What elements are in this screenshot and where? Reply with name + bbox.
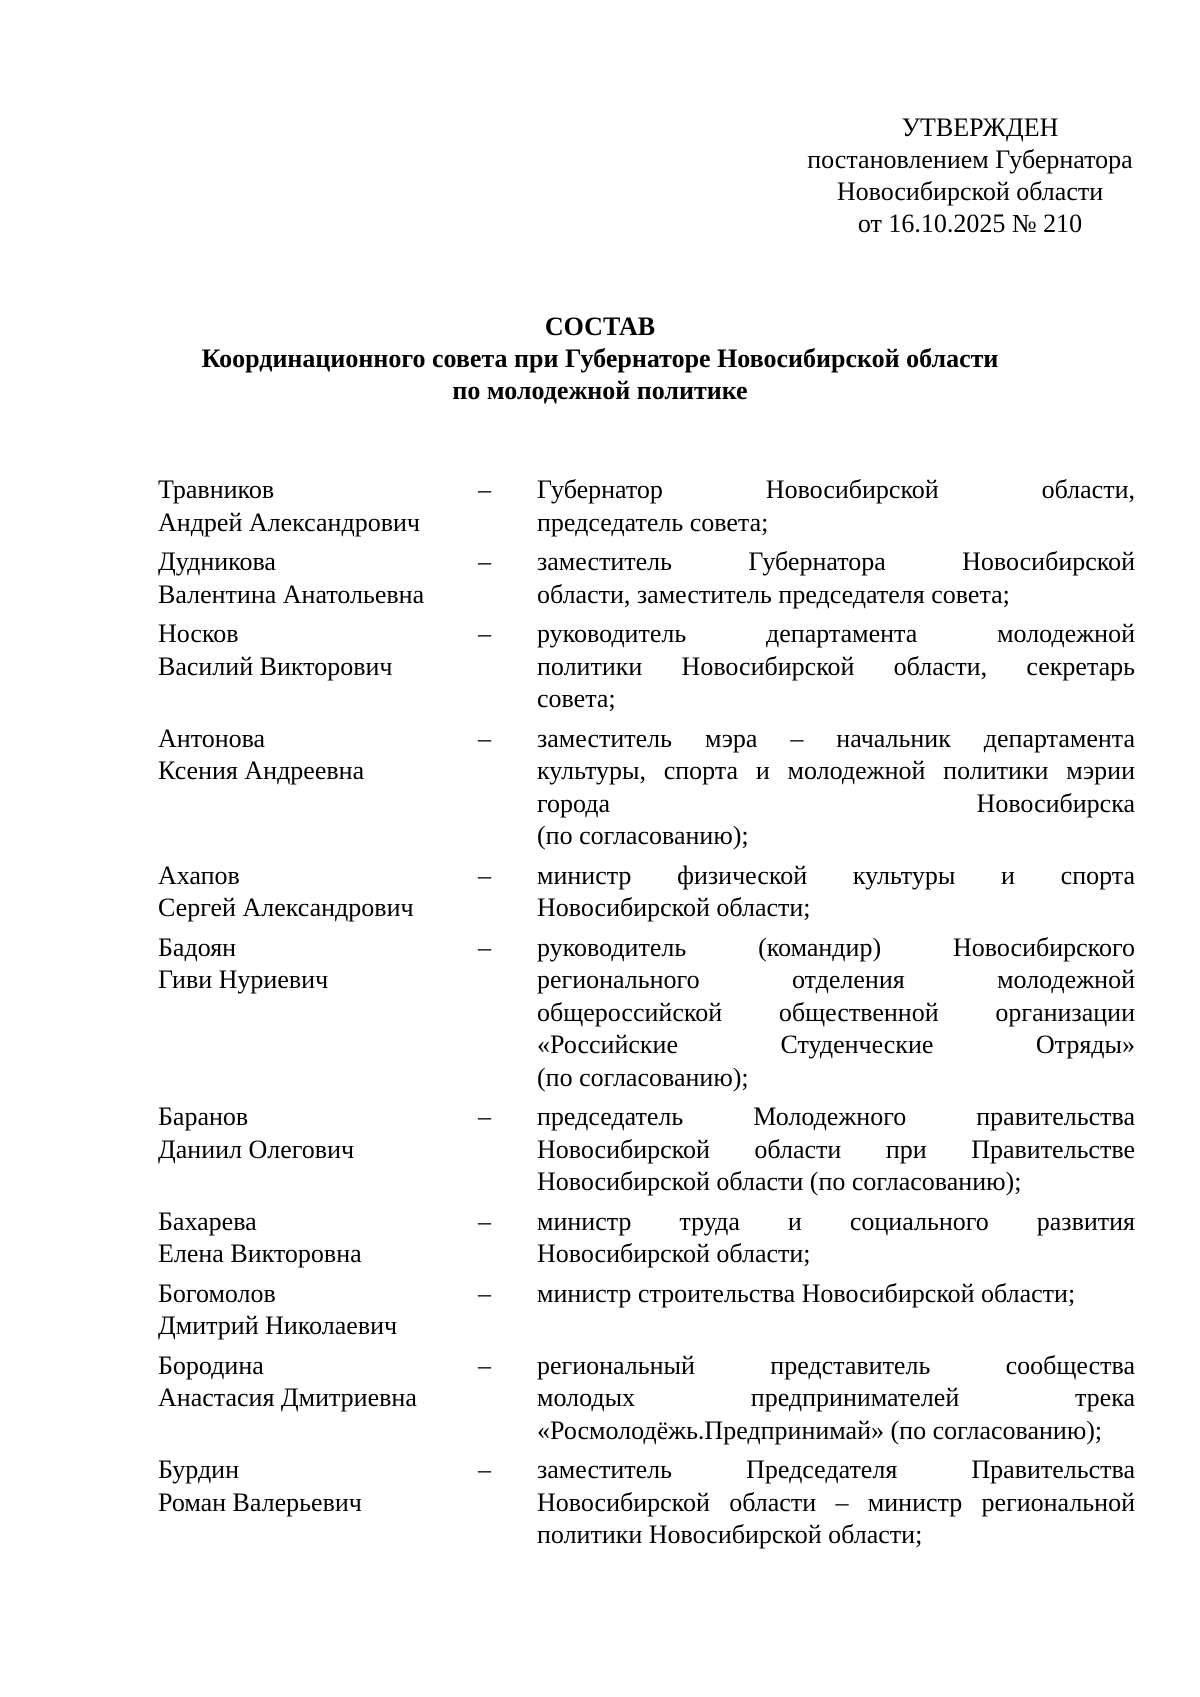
member-name xyxy=(158,546,478,611)
member-given-names: Роман Валерьевич xyxy=(158,1487,362,1517)
member-role xyxy=(537,474,1135,539)
member-row xyxy=(158,1101,1142,1199)
member-surname: Дудникова xyxy=(158,547,276,576)
member-name xyxy=(158,723,478,853)
member-given-names: Гиви Нуриевич xyxy=(158,965,329,994)
member-name xyxy=(158,1454,478,1552)
member-given-names: Анастасия Дмитриевна xyxy=(158,1383,417,1412)
member-dash: – xyxy=(478,547,491,576)
member-row xyxy=(158,618,1142,716)
member-dash: – xyxy=(478,1455,491,1484)
member-role-line: совета; xyxy=(537,684,616,713)
member-row xyxy=(158,723,1142,853)
member-role-line: министр труда и социального развития xyxy=(537,1206,1135,1236)
member-name xyxy=(158,474,478,539)
member-surname: Богомолов xyxy=(158,1278,276,1308)
member-role xyxy=(537,932,1135,1095)
member-given-names: Даниил Олегович xyxy=(158,1134,355,1164)
member-role-line: Новосибирской области – министр региональной xyxy=(537,1487,1135,1517)
member-surname: Носков xyxy=(158,619,239,648)
member-given-names: Андрей Александрович xyxy=(158,507,420,537)
document-title xyxy=(0,311,1200,407)
member-role-line: «Росмолодёжь.Предпринимай» (по согласованию); xyxy=(537,1415,1103,1445)
member-role-line: культуры, спорта и молодежной политики мэрии xyxy=(537,756,1135,785)
member-role-line: политики Новосибирской области, секретарь xyxy=(537,651,1135,681)
member-role xyxy=(537,546,1135,611)
member-given-names: Сергей Александрович xyxy=(158,893,414,922)
member-row xyxy=(158,860,1142,925)
member-role xyxy=(537,723,1135,853)
member-role-line: заместитель Председателя Правительства xyxy=(537,1455,1135,1484)
member-role xyxy=(537,1101,1135,1199)
member-role-line: Новосибирской области; xyxy=(537,893,811,922)
member-role-line: (по согласованию); xyxy=(537,1062,749,1092)
approval-stamp xyxy=(700,112,1200,240)
member-name xyxy=(158,1278,478,1343)
approval-date-number: от 16.10.2025 № 210 xyxy=(857,209,1083,238)
member-dash: – xyxy=(478,619,491,648)
member-row xyxy=(158,474,1142,539)
member-role-line: Новосибирской области (по согласованию); xyxy=(537,1167,1022,1196)
member-role-line: Новосибирской области; xyxy=(537,1239,811,1268)
member-role-line: заместитель мэра – начальник департамента xyxy=(537,723,1135,753)
member-name xyxy=(158,1206,478,1271)
member-role xyxy=(537,1454,1135,1552)
member-role-line: области, заместитель председателя совета; xyxy=(537,579,1010,609)
title-heading: СОСТАВ xyxy=(544,312,656,341)
member-role xyxy=(537,618,1135,716)
member-given-names: Василий Викторович xyxy=(158,651,393,681)
member-role-line: председатель совета; xyxy=(537,507,769,537)
member-role xyxy=(537,860,1135,925)
member-given-names: Ксения Андреевна xyxy=(158,756,365,785)
member-surname: Бадоян xyxy=(158,932,237,962)
member-role-line: руководитель (командир) Новосибирского xyxy=(537,932,1135,962)
member-given-names: Дмитрий Николаевич xyxy=(158,1311,398,1340)
member-dash: – xyxy=(478,723,491,753)
member-row xyxy=(158,546,1142,611)
member-name xyxy=(158,932,478,1095)
member-role-line: «Российские Студенческие Отряды» xyxy=(537,1030,1135,1059)
approval-line: Новосибирской области xyxy=(836,177,1104,206)
member-role-line: (по согласованию); xyxy=(537,821,749,850)
member-name xyxy=(158,860,478,925)
member-dash: – xyxy=(478,1102,491,1131)
member-role xyxy=(537,1206,1135,1271)
member-name xyxy=(158,1101,478,1199)
member-dash: – xyxy=(478,1350,491,1380)
member-dash: – xyxy=(478,1278,491,1308)
member-role-line: министр строительства Новосибирской области; xyxy=(537,1278,1076,1308)
member-dash: – xyxy=(478,1206,491,1236)
title-line: Координационного совета при Губернаторе Новосибирской области xyxy=(201,344,999,373)
member-role xyxy=(537,1278,1135,1343)
member-row xyxy=(158,932,1142,1095)
member-role-line: заместитель Губернатора Новосибирской xyxy=(537,547,1135,576)
member-role-line: Губернатор Новосибирской области, xyxy=(537,475,1135,504)
member-role-line: председатель Молодежного правительства xyxy=(537,1102,1135,1131)
approval-heading: УТВЕРЖДЕН xyxy=(901,113,1059,142)
member-surname: Бахарева xyxy=(158,1206,257,1236)
member-dash: – xyxy=(478,932,491,962)
member-role-line: региональный представитель сообщества xyxy=(537,1350,1135,1380)
member-role-line: общероссийской общественной организации xyxy=(537,997,1135,1027)
member-row xyxy=(158,1278,1142,1343)
member-role-line: руководитель департамента молодежной xyxy=(537,619,1135,648)
member-name xyxy=(158,618,478,716)
member-surname: Баранов xyxy=(158,1102,249,1131)
member-role xyxy=(537,1350,1135,1448)
member-surname: Ахапов xyxy=(158,860,240,890)
member-surname: Травников xyxy=(158,475,275,504)
members-list xyxy=(158,474,1142,1559)
member-given-names: Валентина Анатольевна xyxy=(158,579,425,609)
title-line: по молодежной политике xyxy=(452,376,748,405)
member-row xyxy=(158,1206,1142,1271)
member-dash: – xyxy=(478,475,491,504)
member-row xyxy=(158,1454,1142,1552)
member-surname: Бурдин xyxy=(158,1455,239,1484)
member-given-names: Елена Викторовна xyxy=(158,1239,362,1268)
member-role-line: политики Новосибирской области; xyxy=(537,1520,923,1549)
member-surname: Бородина xyxy=(158,1350,264,1380)
member-dash: – xyxy=(478,860,491,890)
member-role-line: города Новосибирска xyxy=(537,788,1135,818)
member-role-line: молодых предпринимателей трека xyxy=(537,1383,1135,1412)
member-role-line: министр физической культуры и спорта xyxy=(537,860,1135,890)
approval-line: постановлением Губернатора xyxy=(807,145,1133,174)
member-role-line: регионального отделения молодежной xyxy=(537,965,1135,994)
member-role-line: Новосибирской области при Правительстве xyxy=(537,1134,1135,1164)
member-row xyxy=(158,1350,1142,1448)
member-surname: Антонова xyxy=(158,723,266,753)
member-name xyxy=(158,1350,478,1448)
